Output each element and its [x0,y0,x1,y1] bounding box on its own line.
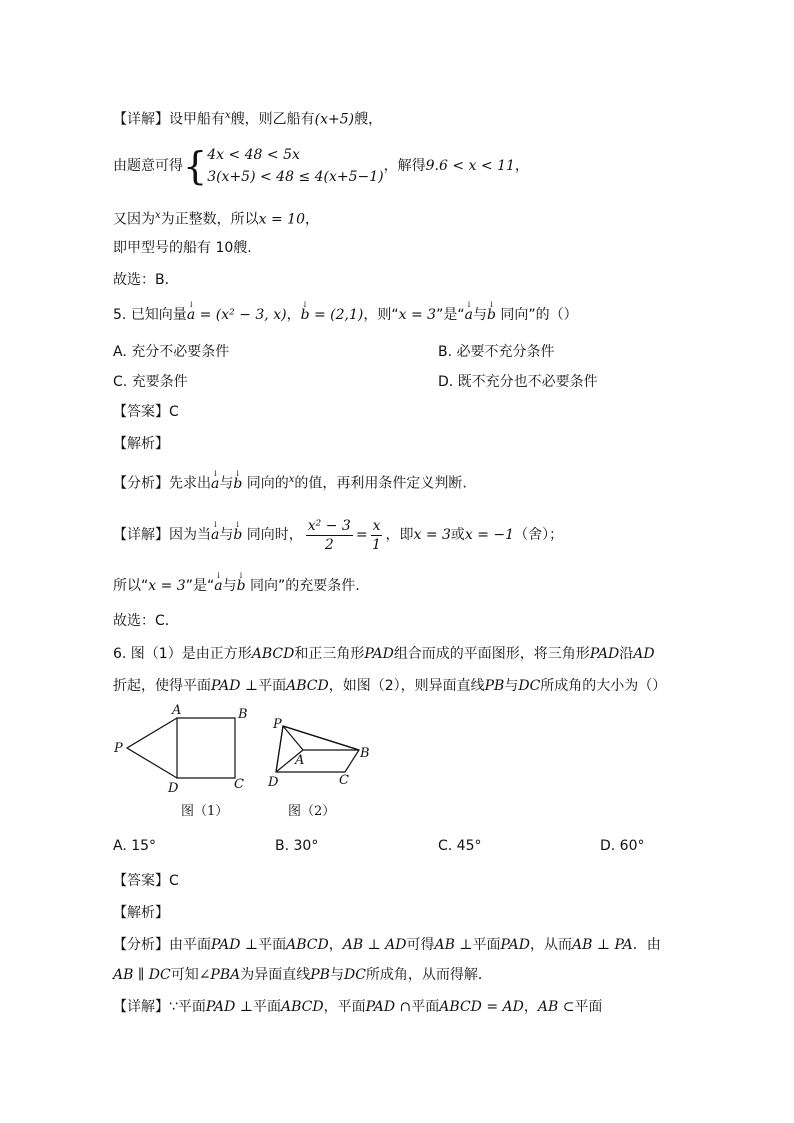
analysis-heading-q5: 【解析】 [113,436,169,452]
left-brace: { [183,144,208,188]
detail-q6-line-1: 【详解】∵平面PAD ⊥平面ABCD，平面PAD ∩平面ABCD = AD，AB ⊂平面 [113,999,603,1015]
question-6-line-1: 6. 图（1）是由正方形ABCD和正三角形PAD组合而成的平面图形，将三角形PAD沿AD [113,646,655,662]
analysis-q6-line-1: 【分析】由平面PAD ⊥平面ABCD，AB ⊥ AD可得AB ⊥平面PAD，从而AB ⊥ PA．由 [113,937,661,953]
label-d2: D [268,775,279,790]
analysis-q5: 【分析】先求出↓ a与↓ b 同向的$^x$的值，再利用条件定义判断. [113,470,467,494]
detail-q5: 【详解】因为当↓ a与↓ b 同向时， $\frac{\text{x² − 3}}{2}$ = $\frac{x}{1}$ ，即x = 3或x = −1（舍）； [113,515,563,555]
question-6-line-2: 折起，使得平面PAD ⊥平面ABCD，如图（2），则异面直线PB与DC所成角的大小为（） [113,678,667,694]
option-a-q6: A. 15° [113,838,157,854]
inequality-system: 4x < 48 < 5x 3(x+5) < 48 ≤ 4(x+5−1) [207,147,384,185]
option-c: C. 充要条件 [113,374,188,390]
solution-line-1: 【详解】设甲船有$^x$艘，则乙船有(x+5)艘， [113,110,383,128]
triangle-pad [127,718,177,778]
figure-1-caption: 图（1） [181,804,229,819]
solution-line-2: 由题意可得{ 4x < 48 < 5x 3(x+5) < 48 ≤ 4(x+5−1) ，解得9.6 < x < 11， [113,144,529,188]
option-d: D. 既不充分也不必要条件 [438,374,598,390]
label-a: A [172,703,182,718]
option-a: A. 充分不必要条件 [113,344,230,360]
label-p2: P [273,717,282,732]
square-abcd [177,718,235,778]
answer-q6: 【答案】C [113,873,179,889]
conclusion-q5: 所以“x = 3”是“↓ a与↓ b 同向”的充要条件. [113,576,360,596]
solution-line-3: 又因为$^x$为正整数，所以x = 10， [113,210,319,228]
fraction: $\frac{\text{x² − 3}}{2}$ [307,517,351,553]
choice-line-q4: 故选：B． [113,272,179,288]
analysis-heading-q6: 【解析】 [113,905,169,921]
detail-tag: 【详解】 [113,111,169,128]
question-5-stem: 5. 已知向量↓ a = (x² − 3, x)，↓ b = (2,1)，则“x = 3”是“↓ a与↓ b 同向”的（） [113,305,578,325]
option-d-q6: D. 60° [600,838,645,854]
figures [105,700,385,825]
solution-line-4: 即甲型号的船有 10艘. [113,240,252,256]
label-c: C [234,777,244,792]
label-d: D [168,781,179,796]
choice-line-q5: 故选：C． [113,613,179,629]
label-c2: C [339,773,349,788]
answer-q5: 【答案】C [113,404,179,420]
option-b-q6: B. 30° [275,838,319,854]
label-b2: B [360,746,370,761]
option-b: B. 必要不充分条件 [438,344,555,360]
option-c-q6: C. 45° [438,838,482,854]
figure-2-caption: 图（2） [288,804,336,819]
analysis-q6-line-2: AB ∥ DC可知∠PBA为异面直线PB与DC所成角，从而得解． [113,967,492,983]
label-p: P [114,741,123,756]
figure-2 [267,717,370,790]
fraction: $\frac{x}{1}$ [372,517,381,553]
figure-1 [113,703,248,796]
label-b: B [238,707,248,722]
label-a2: A [295,753,305,768]
